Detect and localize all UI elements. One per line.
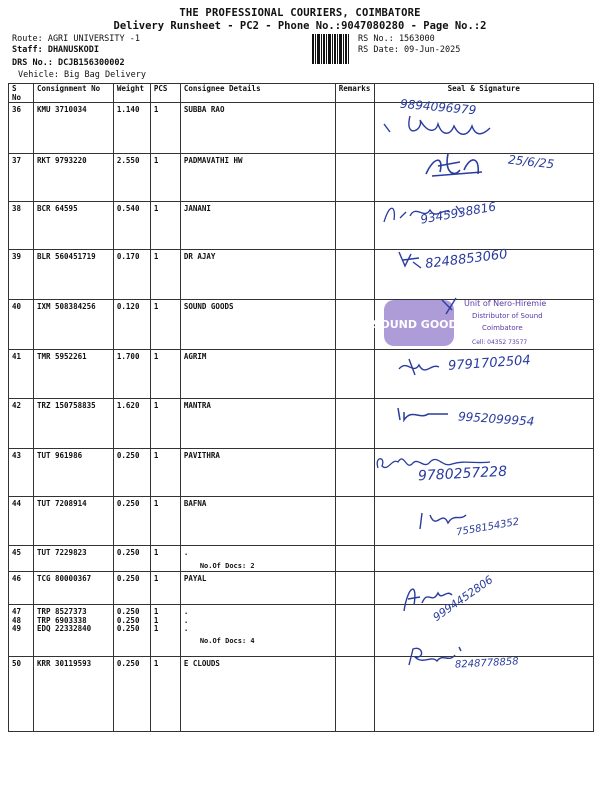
cell-line: TRP 8527373 — [36, 607, 87, 616]
cell-cons — [33, 546, 113, 572]
cell-line: 1.620 — [116, 401, 140, 410]
cell-line: MANTRA — [183, 401, 211, 410]
signature-phone: 9780257228 — [417, 463, 508, 485]
cell-line: 0.250 — [116, 451, 140, 460]
cell-line: 2.550 — [116, 156, 140, 165]
cell-sno — [9, 497, 34, 546]
cell-pcs — [150, 202, 180, 250]
table-header-row — [9, 84, 594, 103]
vehicle-text: Vehicle: Big Bag Delivery — [18, 70, 146, 80]
cell-line: 0.540 — [116, 204, 140, 213]
svg-text:SOUND GOODS: SOUND GOODS — [372, 318, 466, 331]
cell-signature — [374, 546, 593, 572]
cell-weight — [113, 399, 150, 449]
cell-remarks — [335, 546, 374, 572]
cell-cons — [33, 605, 113, 657]
signature-phone: 9345938816 — [419, 199, 497, 227]
cell-remarks — [335, 497, 374, 546]
cell-line: TRZ 150758835 — [36, 401, 96, 410]
cell-line: BLR 560451719 — [36, 252, 96, 261]
cell-sno — [9, 605, 34, 657]
cell-pcs — [150, 605, 180, 657]
cell-remarks — [335, 399, 374, 449]
cell-line: 1 — [153, 607, 159, 616]
cell-sno — [9, 546, 34, 572]
cell-line: 43 — [12, 451, 22, 460]
col-header-weight: Weight — [113, 84, 150, 103]
signature-mark — [380, 110, 520, 140]
cell-line: 0.250 — [116, 607, 140, 616]
cell-consignee — [180, 350, 335, 399]
cell-pcs — [150, 300, 180, 350]
signature-mark — [392, 400, 452, 424]
docs-count: No.Of Docs: 2 — [199, 562, 255, 570]
cell-line: PADMAVATHI HW — [183, 156, 243, 165]
route-text: Route: AGRI UNIVERSITY -1 — [12, 34, 140, 44]
cell-line: . — [183, 624, 189, 633]
cell-line: 0.250 — [116, 659, 140, 668]
cell-remarks — [335, 300, 374, 350]
cell-sno — [9, 103, 34, 154]
cell-pcs — [150, 546, 180, 572]
cell-line: TUT 961986 — [36, 451, 83, 460]
cell-weight — [113, 572, 150, 605]
cell-line: 38 — [12, 204, 22, 213]
cell-consignee — [180, 154, 335, 202]
drs-text: DRS No.: DCJB156300002 — [12, 58, 125, 68]
cell-line: 1.700 — [116, 352, 140, 361]
cell-consignee — [180, 497, 335, 546]
cell-remarks — [335, 250, 374, 300]
cell-line: 0.250 — [116, 616, 140, 625]
cell-remarks — [335, 657, 374, 732]
cell-line: PAYAL — [183, 574, 207, 583]
cell-line: . — [183, 607, 189, 616]
signature-mark — [395, 248, 425, 270]
cell-cons — [33, 300, 113, 350]
cell-consignee — [180, 449, 335, 497]
cell-weight — [113, 202, 150, 250]
cell-line: 1 — [153, 548, 159, 557]
cell-line: 37 — [12, 156, 22, 165]
cell-weight — [113, 449, 150, 497]
signature-phone: 8248778858 — [454, 656, 519, 671]
table-row — [9, 154, 594, 202]
cell-remarks — [335, 350, 374, 399]
cell-sno — [9, 657, 34, 732]
cell-line: TCG 80000367 — [36, 574, 92, 583]
signature-phone: 9894096979 — [399, 96, 477, 118]
cell-pcs — [150, 103, 180, 154]
cell-consignee — [180, 657, 335, 732]
signature-mark — [420, 148, 500, 182]
cell-sno — [9, 300, 34, 350]
runsheet-table — [8, 83, 594, 732]
cell-line: 1 — [153, 105, 159, 114]
signature-phone: 9952099954 — [457, 409, 535, 429]
cell-line: 36 — [12, 105, 22, 114]
col-header-pcs: PCS — [150, 84, 180, 103]
table-row — [9, 605, 594, 657]
docs-count: No.Of Docs: 4 — [199, 637, 255, 645]
cell-consignee — [180, 300, 335, 350]
cell-line: 0.250 — [116, 548, 140, 557]
col-header-consignee: Consignee Details — [180, 84, 335, 103]
cell-cons — [33, 350, 113, 399]
cell-pcs — [150, 449, 180, 497]
cell-line: TUT 7229823 — [36, 548, 87, 557]
cell-line: 0.250 — [116, 574, 140, 583]
cell-pcs — [150, 154, 180, 202]
rs-no-text: RS No.: 1563000 — [358, 34, 435, 44]
cell-line: 1 — [153, 252, 159, 261]
cell-weight — [113, 250, 150, 300]
cell-remarks — [335, 605, 374, 657]
cell-pcs — [150, 572, 180, 605]
cell-line: BAFNA — [183, 499, 207, 508]
cell-line: SOUND GOODS — [183, 302, 234, 311]
signature-date: 25/6/25 — [507, 152, 555, 172]
cell-pcs — [150, 250, 180, 300]
cell-weight — [113, 605, 150, 657]
cell-sno — [9, 399, 34, 449]
cell-line: . — [183, 548, 189, 557]
svg-text:Coimbatore: Coimbatore — [482, 324, 523, 332]
cell-weight — [113, 103, 150, 154]
cell-line: KMU 3710034 — [36, 105, 87, 114]
cell-weight — [113, 546, 150, 572]
cell-line: 46 — [12, 574, 22, 583]
cell-consignee — [180, 202, 335, 250]
cell-line: BCR 64595 — [36, 204, 78, 213]
cell-line: 0.120 — [116, 302, 140, 311]
cell-consignee — [180, 605, 335, 657]
cell-cons — [33, 250, 113, 300]
cell-line: 45 — [12, 548, 22, 557]
col-header-remarks: Remarks — [335, 84, 374, 103]
rs-date-text: RS Date: 09-Jun-2025 — [358, 45, 461, 55]
cell-line: 1 — [153, 499, 159, 508]
cell-sno — [9, 250, 34, 300]
cell-line: EDQ 22332840 — [36, 624, 92, 633]
cell-line: TRP 6903338 — [36, 616, 87, 625]
signature-phone: 8248853060 — [424, 247, 509, 272]
cell-line: 40 — [12, 302, 22, 311]
cell-line: 1 — [153, 451, 159, 460]
col-header-sno: S No — [9, 84, 34, 103]
cell-line: 0.250 — [116, 624, 140, 633]
cell-line: 39 — [12, 252, 22, 261]
company-stamp — [372, 294, 582, 352]
signature-phone: 9791702504 — [447, 353, 532, 374]
cell-pcs — [150, 350, 180, 399]
page-title: THE PROFESSIONAL COURIERS, COIMBATORE — [179, 7, 421, 19]
cell-consignee — [180, 103, 335, 154]
cell-line: KRR 30119593 — [36, 659, 92, 668]
cell-consignee — [180, 250, 335, 300]
svg-text:Unit of Nero-Hiremie: Unit of Nero-Hiremie — [464, 299, 547, 308]
cell-line: 1 — [153, 204, 159, 213]
cell-weight — [113, 154, 150, 202]
cell-line: 0.170 — [116, 252, 140, 261]
cell-line: 50 — [12, 659, 22, 668]
cell-line: 49 — [12, 624, 22, 633]
cell-line: 1 — [153, 302, 159, 311]
cell-cons — [33, 572, 113, 605]
cell-line: SUBBA RAO — [183, 105, 225, 114]
cell-line: 1.140 — [116, 105, 140, 114]
cell-line: PAVITHRA — [183, 451, 220, 460]
cell-sno — [9, 202, 34, 250]
cell-line: AGRIM — [183, 352, 207, 361]
cell-line: IXM 508384256 — [36, 302, 96, 311]
signature-mark — [403, 645, 463, 671]
cell-cons — [33, 202, 113, 250]
cell-remarks — [335, 449, 374, 497]
cell-signature — [374, 497, 593, 546]
signature-phone: 7558154352 — [455, 516, 521, 539]
table-row — [9, 572, 594, 605]
cell-line: 41 — [12, 352, 22, 361]
cell-line: 1 — [153, 156, 159, 165]
cell-line: TMR 5952261 — [36, 352, 87, 361]
cell-line: 1 — [153, 401, 159, 410]
cell-line: 1 — [153, 616, 159, 625]
cell-line: 44 — [12, 499, 22, 508]
cell-line: TUT 7208914 — [36, 499, 87, 508]
cell-cons — [33, 399, 113, 449]
cell-cons — [33, 657, 113, 732]
cell-cons — [33, 154, 113, 202]
barcode-icon — [312, 34, 349, 64]
cell-cons — [33, 449, 113, 497]
cell-weight — [113, 350, 150, 399]
cell-weight — [113, 300, 150, 350]
cell-line: JANANI — [183, 204, 211, 213]
staff-text: Staff: DHANUSKODI — [12, 45, 99, 55]
col-header-consignment: Consignment No — [33, 84, 113, 103]
cell-line: . — [183, 616, 189, 625]
svg-text:Distributor of Sound: Distributor of Sound — [472, 312, 543, 320]
cell-remarks — [335, 572, 374, 605]
cell-sno — [9, 154, 34, 202]
table-row — [9, 546, 594, 572]
table-row — [9, 202, 594, 250]
svg-text:Cell: 04352 73577: Cell: 04352 73577 — [472, 339, 528, 346]
cell-weight — [113, 657, 150, 732]
cell-consignee — [180, 546, 335, 572]
cell-consignee — [180, 399, 335, 449]
col-header-signature: Seal & Signature — [374, 84, 593, 103]
cell-pcs — [150, 657, 180, 732]
page-subtitle: Delivery Runsheet - PC2 - Phone No.:9047080280 - Page No.:2 — [113, 20, 487, 32]
cell-line: DR AJAY — [183, 252, 216, 261]
cell-line: 42 — [12, 401, 22, 410]
cell-remarks — [335, 202, 374, 250]
cell-remarks — [335, 154, 374, 202]
cell-sno — [9, 449, 34, 497]
cell-line: 1 — [153, 352, 159, 361]
cell-remarks — [335, 103, 374, 154]
cell-line: 1 — [153, 574, 159, 583]
cell-cons — [33, 103, 113, 154]
cell-line: RKT 9793220 — [36, 156, 87, 165]
cell-line: 1 — [153, 624, 159, 633]
cell-pcs — [150, 497, 180, 546]
cell-cons — [33, 497, 113, 546]
cell-line: 47 — [12, 607, 22, 616]
signature-phone: 9994452806 — [430, 573, 496, 624]
cell-sno — [9, 572, 34, 605]
cell-pcs — [150, 399, 180, 449]
cell-consignee — [180, 572, 335, 605]
cell-line: 0.250 — [116, 499, 140, 508]
cell-sno — [9, 350, 34, 399]
cell-line: E CLOUDS — [183, 659, 220, 668]
cell-line: 48 — [12, 616, 22, 625]
cell-line: 1 — [153, 659, 159, 668]
signature-mark — [395, 355, 445, 379]
cell-weight — [113, 497, 150, 546]
